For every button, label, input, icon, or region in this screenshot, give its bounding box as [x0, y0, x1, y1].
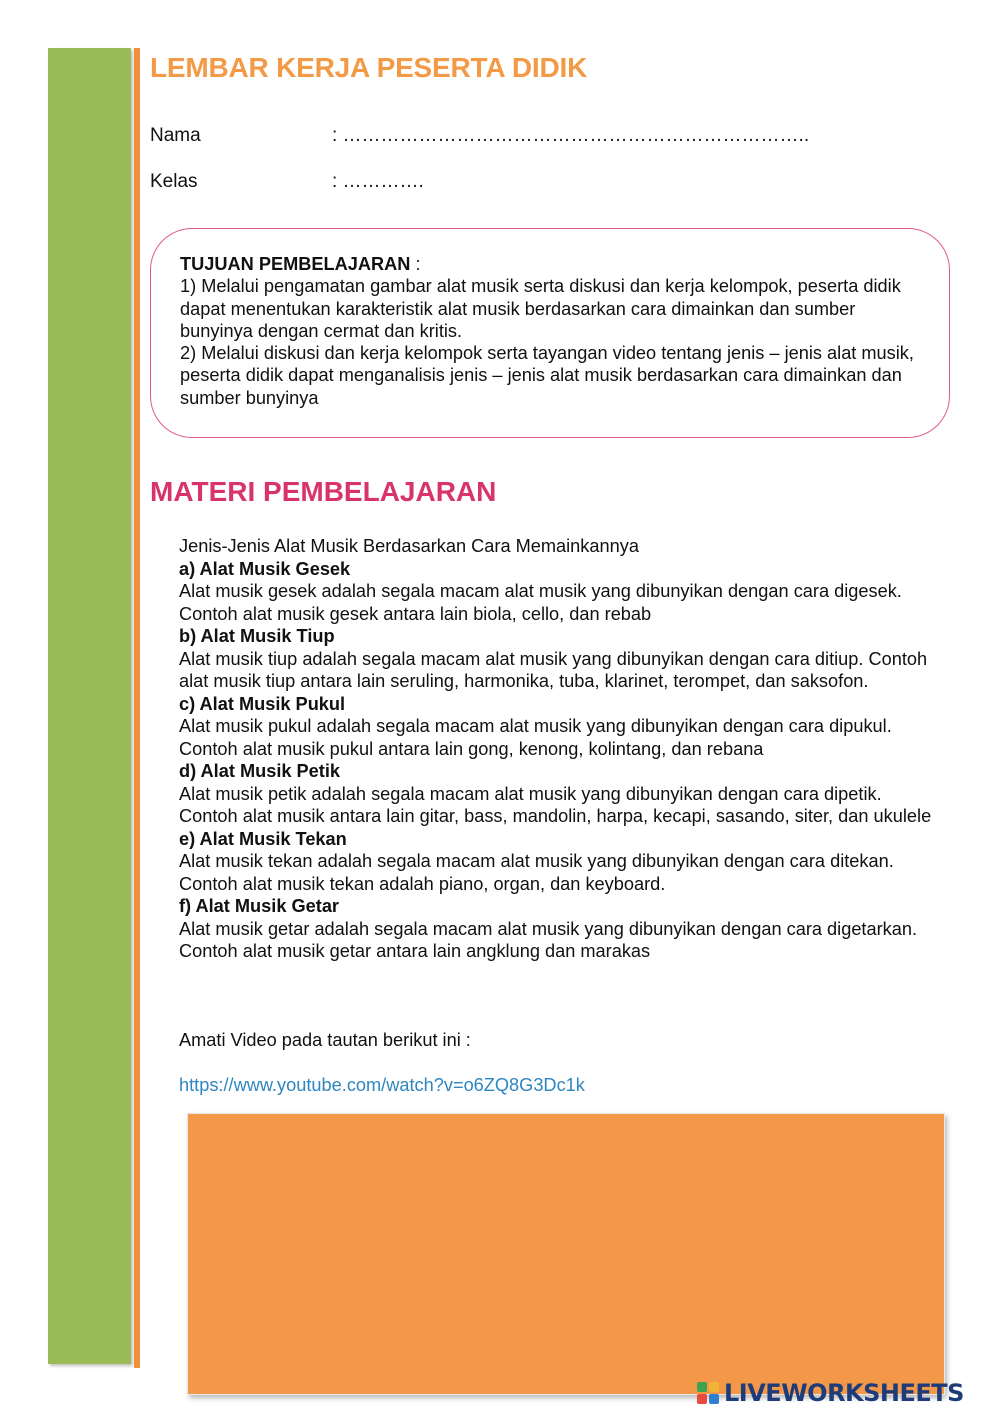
- section-heading-getar: f) Alat Musik Getar: [179, 896, 340, 916]
- name-input-line[interactable]: : ………………………………………………………………..: [332, 125, 810, 146]
- section-heading-petik: d) Alat Musik Petik: [179, 761, 341, 781]
- goals-heading: [180, 253, 929, 275]
- materi-content: [179, 535, 944, 963]
- section-body-petik: Alat musik petik adalah segala macam alat musik yang dibunyikan dengan cara dipetik. Contoh alat musik antara lain gitar, bass, mandolin, harpa, kecapi, sasando, siter, dan ukulele: [179, 783, 932, 826]
- class-input-line[interactable]: : ………….: [332, 171, 424, 192]
- logo-square-red: [697, 1394, 707, 1404]
- worksheet-title: LEMBAR KERJA PESERTA DIDIK: [150, 52, 588, 83]
- section-heading-tiup: b) Alat Musik Tiup: [179, 626, 335, 646]
- name-label: Nama: [150, 125, 201, 146]
- logo-square-yellow: [709, 1382, 719, 1392]
- goals-title-suffix: :: [410, 254, 421, 274]
- materi-title: MATERI PEMBELAJARAN: [150, 476, 497, 507]
- goal-item-2: 2) Melalui diskusi dan kerja kelompok serta tayangan video tentang jenis – jenis alat musik, peserta didik dapat menganalisis jenis – jenis alat musik berdasarkan cara dimainkan dan sumber bunyinya: [180, 343, 914, 408]
- logo-square-green: [697, 1382, 707, 1392]
- section-heading-pukul: c) Alat Musik Pukul: [179, 693, 346, 714]
- section-heading-gesek: a) Alat Musik Gesek: [179, 558, 351, 579]
- section-body-pukul: Alat musik pukul adalah segala macam alat musik yang dibunyikan dengan cara dipukul. Contoh alat musik pukul antara lain gong, kenong, kolintang, dan rebana: [179, 716, 892, 759]
- section-heading-tekan: e) Alat Musik Tekan: [179, 828, 347, 849]
- class-field: [150, 171, 424, 193]
- materi-intro: Jenis-Jenis Alat Musik Berdasarkan Cara Memainkannya: [179, 536, 639, 556]
- liveworksheets-logo-icon: [697, 1382, 719, 1404]
- section-body-getar: Alat musik getar adalah segala macam alat musik yang dibunyikan dengan cara digetarkan. Contoh alat musik getar antara lain angklung dan marakas: [179, 918, 918, 961]
- class-label: Kelas: [150, 171, 198, 192]
- liveworksheets-wordmark: LIVEWORKSHEETS: [724, 1379, 964, 1407]
- section-body-tekan: Alat musik tekan adalah segala macam alat musik yang dibunyikan dengan cara ditekan. Contoh alat musik tekan adalah piano, organ, dan keyboard.: [179, 851, 894, 894]
- sidebar-orange-line: [134, 48, 140, 1368]
- goal-item-1: 1) Melalui pengamatan gambar alat musik serta diskusi dan kerja kelompok, peserta didik dapat menentukan karakteristik alat musik berdasarkan cara dimainkan dan sumber bunyinya dengan cermat dan kritis.: [180, 276, 901, 341]
- sidebar-green-bar: [48, 48, 131, 1364]
- section-body-tiup: Alat musik tiup adalah segala macam alat musik yang dibunyikan dengan cara ditiup. Contoh alat musik tiup antara lain seruling, harmonika, tuba, klarinet, terompet, dan saksofon.: [179, 648, 928, 691]
- video-instruction: Amati Video pada tautan berikut ini :: [179, 1030, 471, 1050]
- name-field: [150, 125, 809, 147]
- section-body-gesek: Alat musik gesek adalah segala macam alat musik yang dibunyikan dengan cara digesek. Contoh alat musik gesek antara lain biola, cello, dan rebab: [179, 581, 902, 624]
- logo-square-blue: [709, 1394, 719, 1404]
- liveworksheets-branding: [697, 1378, 964, 1408]
- goals-title: TUJUAN PEMBELAJARAN: [180, 254, 411, 274]
- learning-goals-box: [150, 228, 950, 438]
- video-link[interactable]: https://www.youtube.com/watch?v=o6ZQ8G3Dc1k: [179, 1075, 585, 1095]
- video-player[interactable]: [187, 1113, 945, 1395]
